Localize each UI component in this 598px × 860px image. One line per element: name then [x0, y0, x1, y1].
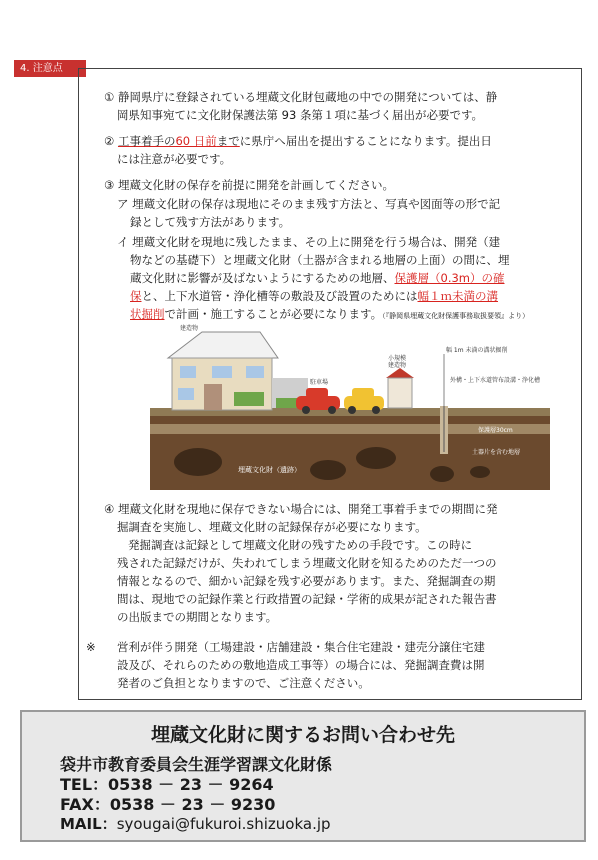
item-3b-line-3 [130, 269, 505, 287]
item-2-number: ② [104, 134, 118, 148]
contact-title: 埋蔵文化財に関するお問い合わせ先 [150, 724, 455, 746]
item-2-deadline-part1: 工事着手の [117, 134, 176, 148]
label-layer: 土器片を含む地層 [472, 449, 521, 456]
trench-width-text: 幅１ｍ未満の溝 [417, 289, 498, 303]
item-3-line-1: ③ 埋蔵文化財の保存を前提に開発を計画してください。 [104, 178, 394, 192]
note-mark: ※ [86, 640, 96, 654]
preservation-diagram [150, 322, 550, 490]
contact-mail-address[interactable]: syougai@fukuroi.shizuoka.jp [116, 815, 331, 833]
contact-mail-label: MAIL： [60, 815, 117, 833]
item-4-line-4: 残された記録だけが、失われてしまう埋蔵文化財を知るためのただ一つの [117, 556, 497, 570]
label-small-building: 小規模 [388, 355, 407, 362]
note-line-1: 営利が伴う開発（工場建設・店舗建設・集合住宅建設・建売分譲住宅建 [117, 640, 485, 654]
item-3b-line-4 [130, 287, 498, 305]
item-4-line-5: 情報となるので、細かい記録を残す必要があります。また、発掘調査の期 [117, 574, 496, 588]
label-trench: 幅 1m 未満の溝状掘削 [446, 347, 508, 354]
item-3b-line-1: イ 埋蔵文化財を現地に残したまま、その上に開発を行う場合は、開発（建 [117, 235, 501, 249]
label-site: 埋蔵文化財（遺跡） [238, 466, 301, 474]
site-pit [470, 466, 490, 478]
contact-fax: FAX：0538 － 23 － 9230 [60, 795, 276, 814]
site-pit [310, 460, 346, 480]
item-2-deadline-days: 60 日前 [175, 134, 217, 148]
item-3b-line-2: 物などの基礎下）と埋蔵文化財（土器が含まれる地層の上面）の間に、埋 [130, 253, 510, 267]
contact-tel: TEL：0538 － 23 － 9264 [60, 775, 274, 794]
item-3b-line-4-text: と、上下水道管・浄化槽等の敷設及び設置のためには [141, 289, 418, 303]
contact-box [20, 710, 586, 842]
item-1-line-1: ① 静岡県庁に登録されている埋蔵文化財包蔵地の中での開発については、静 [104, 90, 498, 104]
item-4-line-2: 掘調査を実施し、埋蔵文化財の記録保存が必要になります。 [117, 520, 427, 534]
site-pit [174, 448, 222, 476]
label-building: 建造物 [180, 325, 199, 332]
item-2-line-1 [104, 132, 492, 150]
note-line-3: 発者のご負担となりますので、ご注意ください。 [117, 676, 370, 690]
protection-layer-text: 保護層（0.3m）の確 [394, 271, 505, 285]
item-3a-line-2: 録として残す方法があります。 [130, 215, 291, 229]
item-4-line-3: 発掘調査は記録として埋蔵文化財の残すための手段です。この時に [128, 538, 473, 552]
label-small-building-2: 建造物 [388, 362, 407, 369]
item-3b-line-5-text: で計画・施工することが必要になります。 [164, 307, 383, 321]
contact-org: 袋井市教育委員会生涯学習課文化財係 [60, 755, 333, 774]
label-parking: 駐車場 [310, 379, 329, 386]
item-2-deadline-part2: まで [216, 134, 240, 148]
note-line-2: 設及び、それらのための敷地造成工事等）の場合には、発掘調査費は開 [117, 658, 485, 672]
item-3a-line-1: ア 埋蔵文化財の保存は現地にそのまま残す方法と、写真や図面等の形で記 [117, 197, 501, 211]
contact-mail [60, 813, 331, 834]
source-note: （『静岡県埋蔵文化財保護事務取扱要領』より） [382, 312, 530, 320]
item-4-line-1: ④ 埋蔵文化財を現地に保存できない場合には、開発工事着手までの期間に発 [104, 502, 498, 516]
trench-width-text-end: 状掘削 [130, 307, 165, 321]
item-3b-line-3-text: 蔵文化財に影響が及ばないようにするための地層、 [130, 271, 395, 285]
item-2-rest: に県庁へ届出を提出することになります。提出日 [239, 134, 492, 148]
label-pipes: 外構・上下水道管布設溝・浄化槽 [450, 377, 541, 384]
site-pit [356, 447, 396, 469]
protection-layer-text-end: 保 [130, 289, 142, 303]
item-2-line-2: には注意が必要です。 [117, 152, 232, 166]
label-protect: 保護層30cm [478, 427, 513, 434]
item-4-line-6: 間は、現地での記録作業と行政措置の記録・学術的成果が記された報告書 [117, 592, 497, 606]
section-label: 4. 注意点 [14, 60, 86, 77]
small-building [388, 378, 412, 408]
item-4-line-7: の出版までの期間となります。 [117, 610, 278, 624]
item-1-line-2: 岡県知事宛てに文化財保護法第 93 条第１項に基づく届出が必要です。 [117, 108, 484, 122]
site-pit [430, 466, 454, 482]
